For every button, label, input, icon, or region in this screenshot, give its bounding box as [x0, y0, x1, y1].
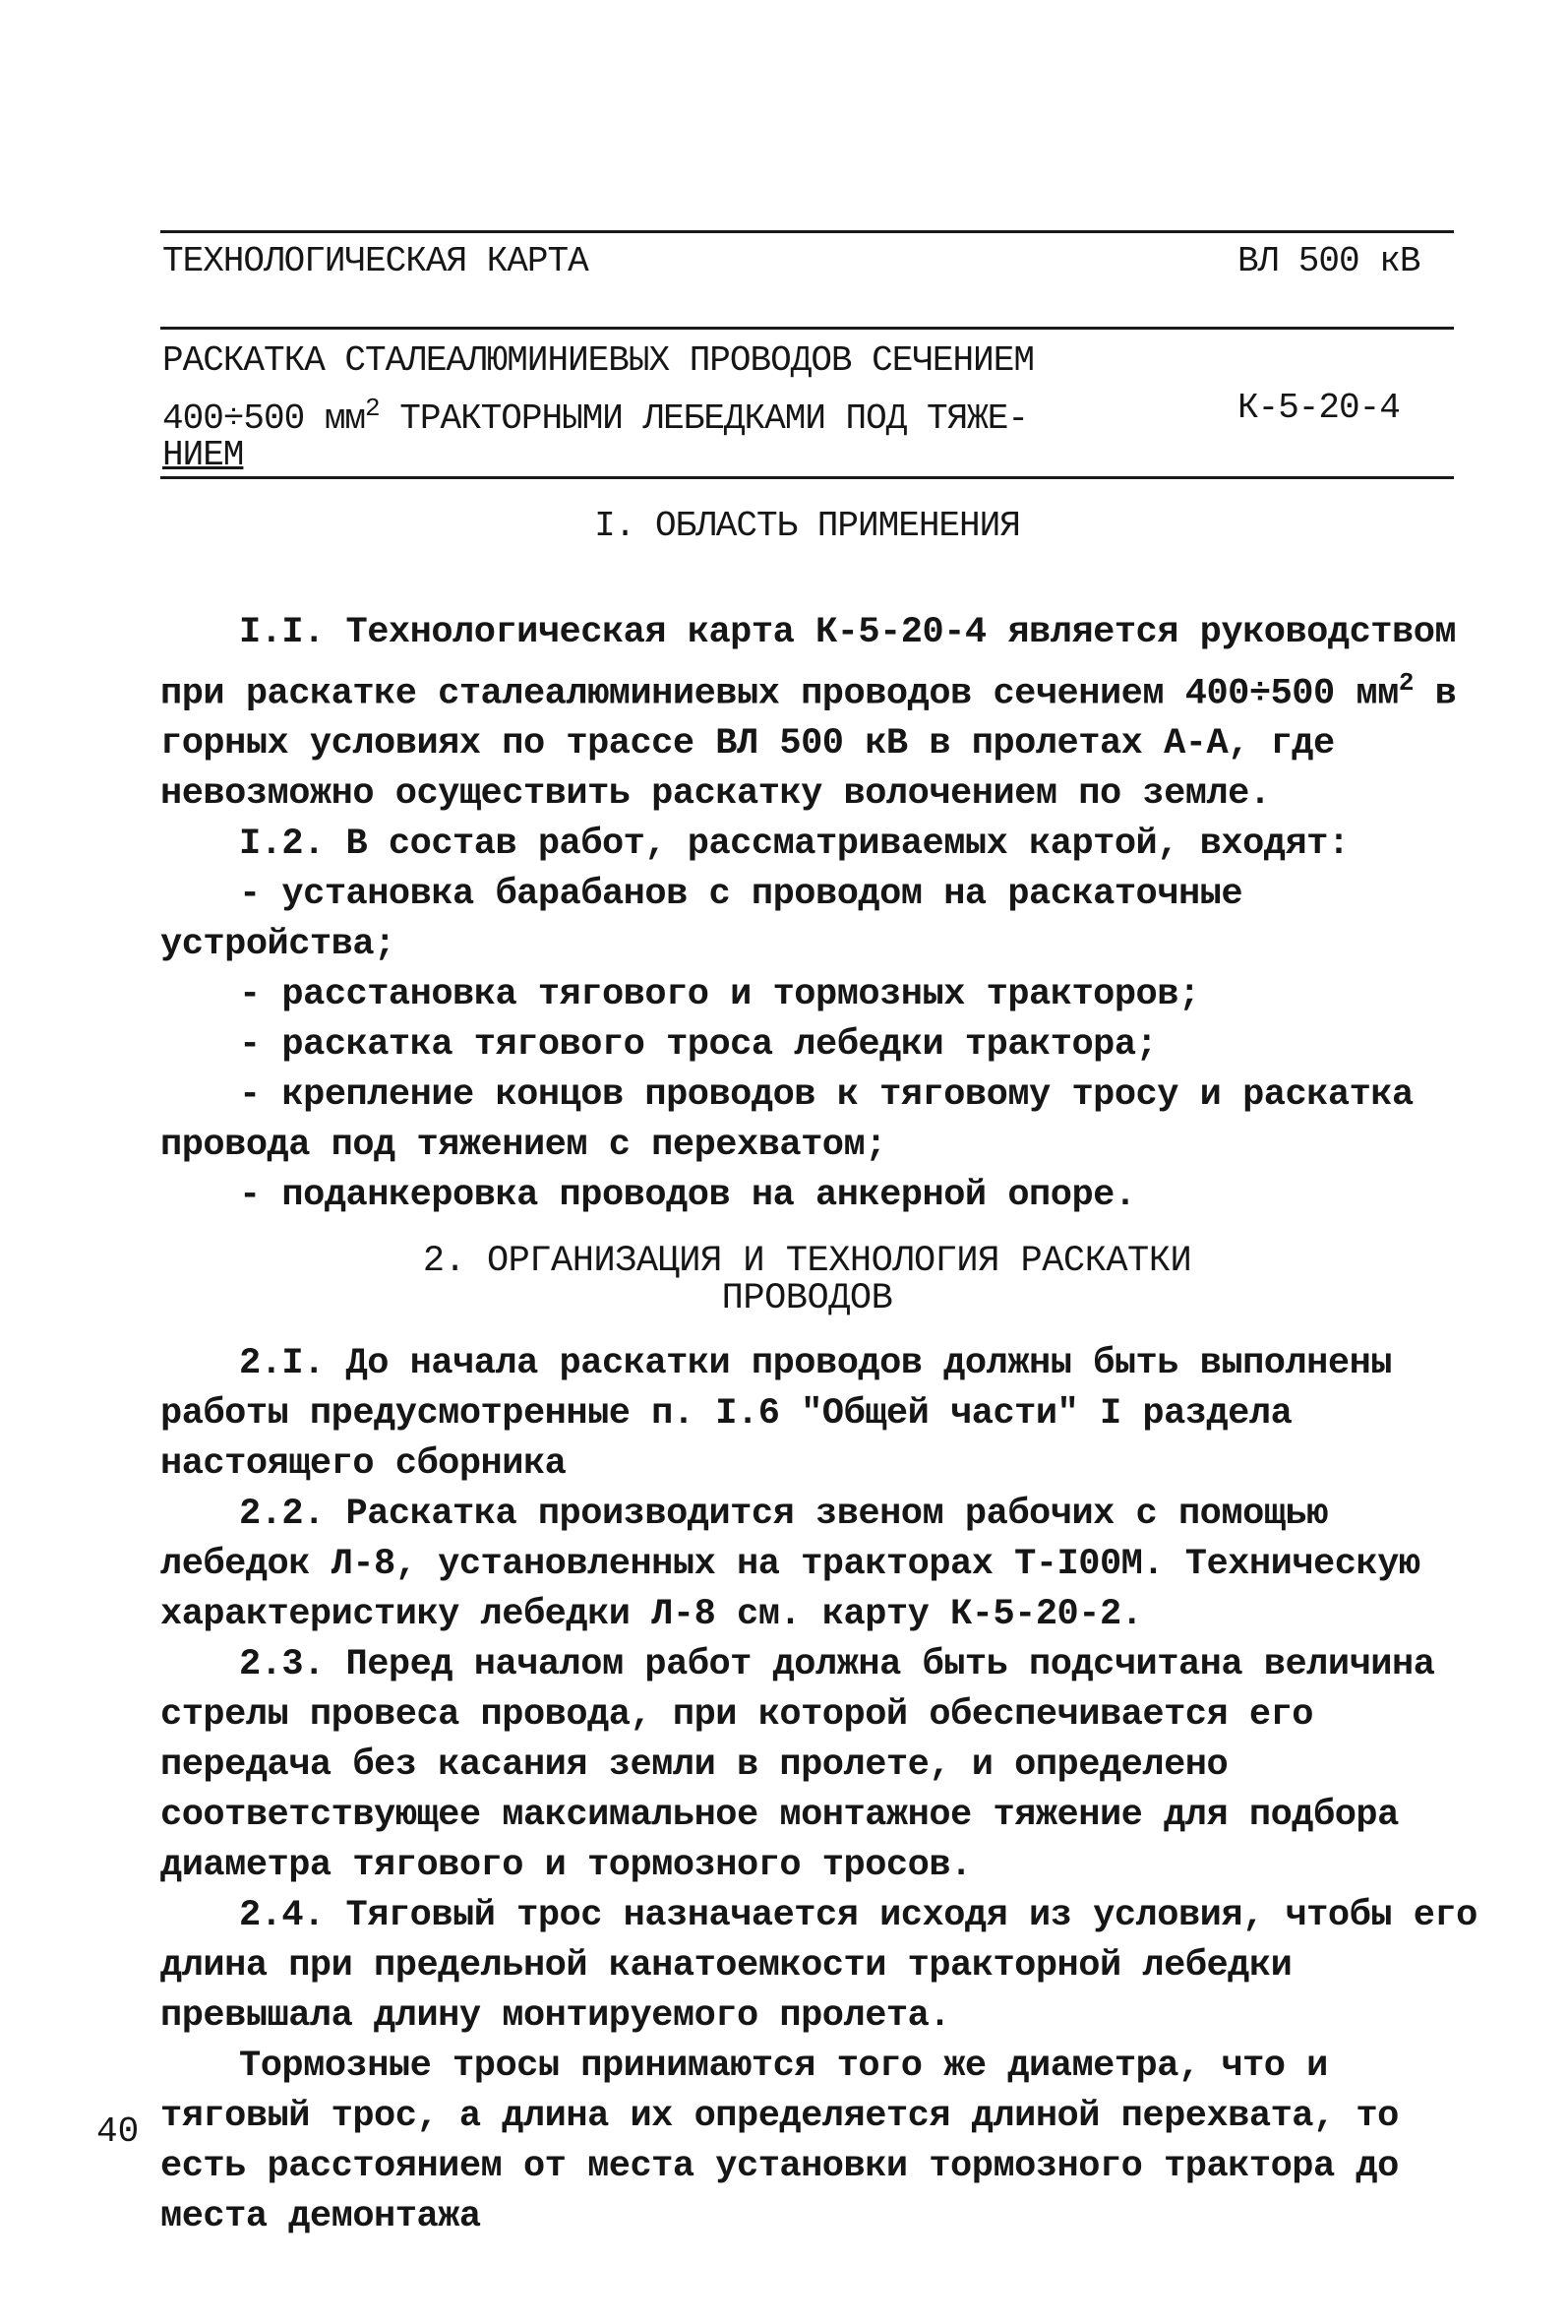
list-item: - крепление концов проводов к тяговому тросу и раскатка провода под тяжением с перехватом;	[160, 1074, 1414, 1167]
section-2-heading	[160, 1241, 1454, 1320]
title-line-2-post: ТРАКТОРНЫМИ ЛЕБЕДКАМИ ПОД ТЯЖЕ-	[379, 398, 1028, 439]
paragraph-2-5: Тормозные тросы принимаются того же диаметра, что и тяговый трос, а длина их определяется длиной перехвата, то есть расстоянием от места установки тормозного трактора до места демонтажа	[160, 2046, 1399, 2238]
paragraph-1-1	[160, 608, 1498, 820]
paragraph-2-4: 2.4. Тяговый трос назначается исходя из условия, чтобы его длина при предельной канатоемкости тракторной лебедки превышала длину монтируемого пролета.	[160, 1895, 1478, 2038]
header-mid-rule	[160, 327, 1454, 330]
paragraph-1-1-superscript: 2	[1398, 668, 1414, 698]
header-top-rule	[160, 230, 1454, 233]
spacer	[160, 1221, 1498, 1243]
list-item: - расстановка тягового и тормозных тракторов;	[239, 974, 1200, 1016]
section-2-heading-line-2: ПРОВОДОВ	[721, 1278, 893, 1320]
doc-type-label: ТЕХНОЛОГИЧЕСКАЯ КАРТА	[162, 241, 588, 281]
list-item: - раскатка тягового троса лебедки трактора;	[239, 1024, 1158, 1067]
paragraph-1-1-post: в горных условиях по трассе ВЛ 500 кВ в пролетах А-А, где невозможно осуществить раскатку волочением по земле.	[160, 673, 1457, 816]
spacer	[160, 1317, 1498, 1339]
title-line-2-pre: 400÷500 мм	[162, 398, 366, 439]
section-1-heading: I. ОБЛАСТЬ ПРИМЕНЕНИЯ	[594, 506, 1020, 546]
card-code: К-5-20-4	[1237, 388, 1400, 428]
paragraph-2-1: 2.I. До начала раскатки проводов должны быть выполнены работы предусмотренные п. I.6 "Общей части" I раздела настоящего сборника	[160, 1343, 1392, 1486]
title-line-2	[162, 386, 1028, 442]
title-line-3: НИЕМ	[162, 435, 244, 475]
paragraph-1-2: I.2. В состав работ, рассматриваемых картой, входят:	[239, 824, 1350, 866]
page-number: 40	[96, 2111, 140, 2152]
list-item: - поданкеровка проводов на анкерной опоре.	[239, 1175, 1136, 1217]
title-unit-superscript: 2	[365, 394, 380, 423]
list-item: - установка барабанов с проводом на раскаточные устройства;	[160, 874, 1243, 966]
line-voltage-label: ВЛ 500 кВ	[1237, 241, 1420, 281]
section-2-heading-line-1: 2. ОРГАНИЗАЦИЯ И ТЕХНОЛОГИЯ РАСКАТКИ	[422, 1241, 1192, 1283]
paragraph-2-3: 2.3. Перед началом работ должна быть подсчитана величина стрелы провеса провода, при которой обеспечивается его передача без касания земли в пролете, и определено соответствующее максимальное монтажное тяжение для подбора диаметра тягового и тормозного тросов.	[160, 1644, 1435, 1887]
body-text	[160, 608, 1498, 2242]
paragraph-1-1-pre: I.I. Технологическая карта К-5-20-4 является руководством при раскатке сталеалюминиевых проводов сечением 400÷500 мм	[160, 612, 1457, 715]
title-line-1: РАСКАТКА СТАЛЕАЛЮМИНИЕВЫХ ПРОВОДОВ СЕЧЕНИЕМ	[162, 340, 1034, 381]
paragraph-2-2: 2.2. Раскатка производится звеном рабочих с помощью лебедок Л-8, установленных на тракторах Т-I00М. Техническую характеристику лебедки Л-8 см. карту К-5-20-2.	[160, 1494, 1420, 1636]
header-bottom-rule	[160, 476, 1454, 479]
